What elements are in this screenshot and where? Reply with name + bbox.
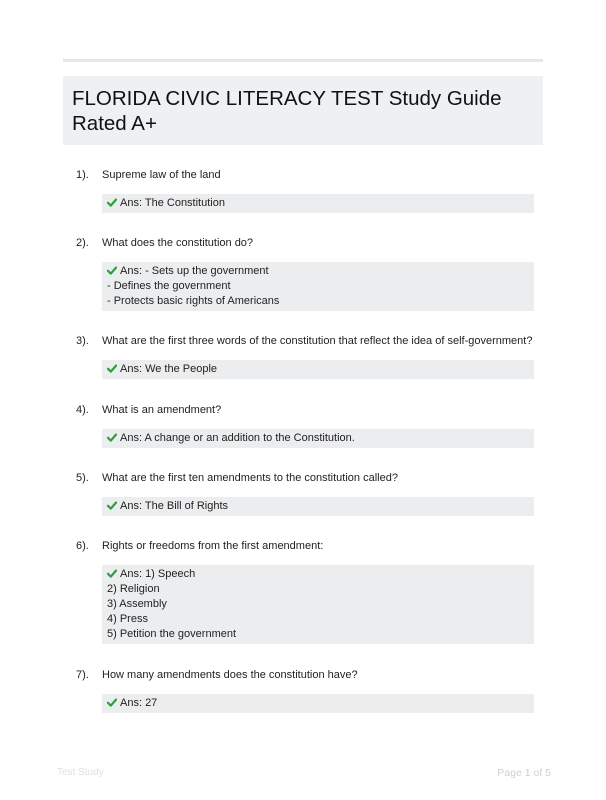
answer-line: Ans: - Sets up the government [120, 265, 269, 277]
answer-line: Ans: 27 [120, 697, 158, 709]
answer-line: 5) Petition the government [107, 628, 237, 640]
answer-box [102, 565, 534, 644]
check-icon [107, 569, 117, 578]
answer-line: Ans: 1) Speech [120, 568, 196, 580]
footer-watermark: Test Study [57, 767, 104, 778]
page-title: FLORIDA CIVIC LITERACY TEST Study Guide Rated A+ [72, 87, 502, 135]
answer-line: 4) Press [107, 613, 148, 625]
page-number: Page 1 of 5 [497, 767, 551, 779]
check-icon [107, 698, 117, 707]
answer-box [102, 429, 534, 448]
question-number: 3). [76, 335, 89, 347]
question-number: 1). [76, 169, 89, 181]
check-icon [107, 364, 117, 373]
answer-box [102, 497, 534, 516]
answer-line: - Defines the government [107, 280, 231, 292]
check-icon [107, 266, 117, 275]
question-number: 4). [76, 404, 89, 416]
question-text: What is an amendment? [102, 404, 222, 416]
check-icon [107, 198, 117, 207]
question-text: How many amendments does the constitution have? [102, 669, 358, 681]
question-text: Supreme law of the land [102, 169, 221, 181]
top-divider [63, 59, 543, 62]
answer-box [102, 194, 534, 213]
answer-box [102, 360, 534, 379]
answer-box [102, 694, 534, 713]
question-text: What are the first three words of the constitution that reflect the idea of self-government? [102, 335, 533, 347]
question-text: What are the first ten amendments to the constitution called? [102, 472, 398, 484]
check-icon [107, 433, 117, 442]
question-number: 5). [76, 472, 89, 484]
answer-line: Ans: A change or an addition to the Constitution. [120, 432, 355, 444]
check-icon [107, 501, 117, 510]
question-text: Rights or freedoms from the first amendment: [102, 540, 324, 552]
question-number: 2). [76, 237, 89, 249]
title-box [63, 76, 543, 145]
answer-line: 2) Religion [107, 583, 160, 595]
question-text: What does the constitution do? [102, 237, 254, 249]
answer-line: Ans: We the People [120, 363, 218, 375]
answer-line: Ans: The Constitution [120, 197, 225, 209]
answer-line: 3) Assembly [107, 598, 167, 610]
answer-line: Ans: The Bill of Rights [120, 500, 229, 512]
answer-line: - Protects basic rights of Americans [107, 295, 280, 307]
question-number: 6). [76, 540, 89, 552]
answer-box [102, 262, 534, 311]
question-number: 7). [76, 669, 89, 681]
